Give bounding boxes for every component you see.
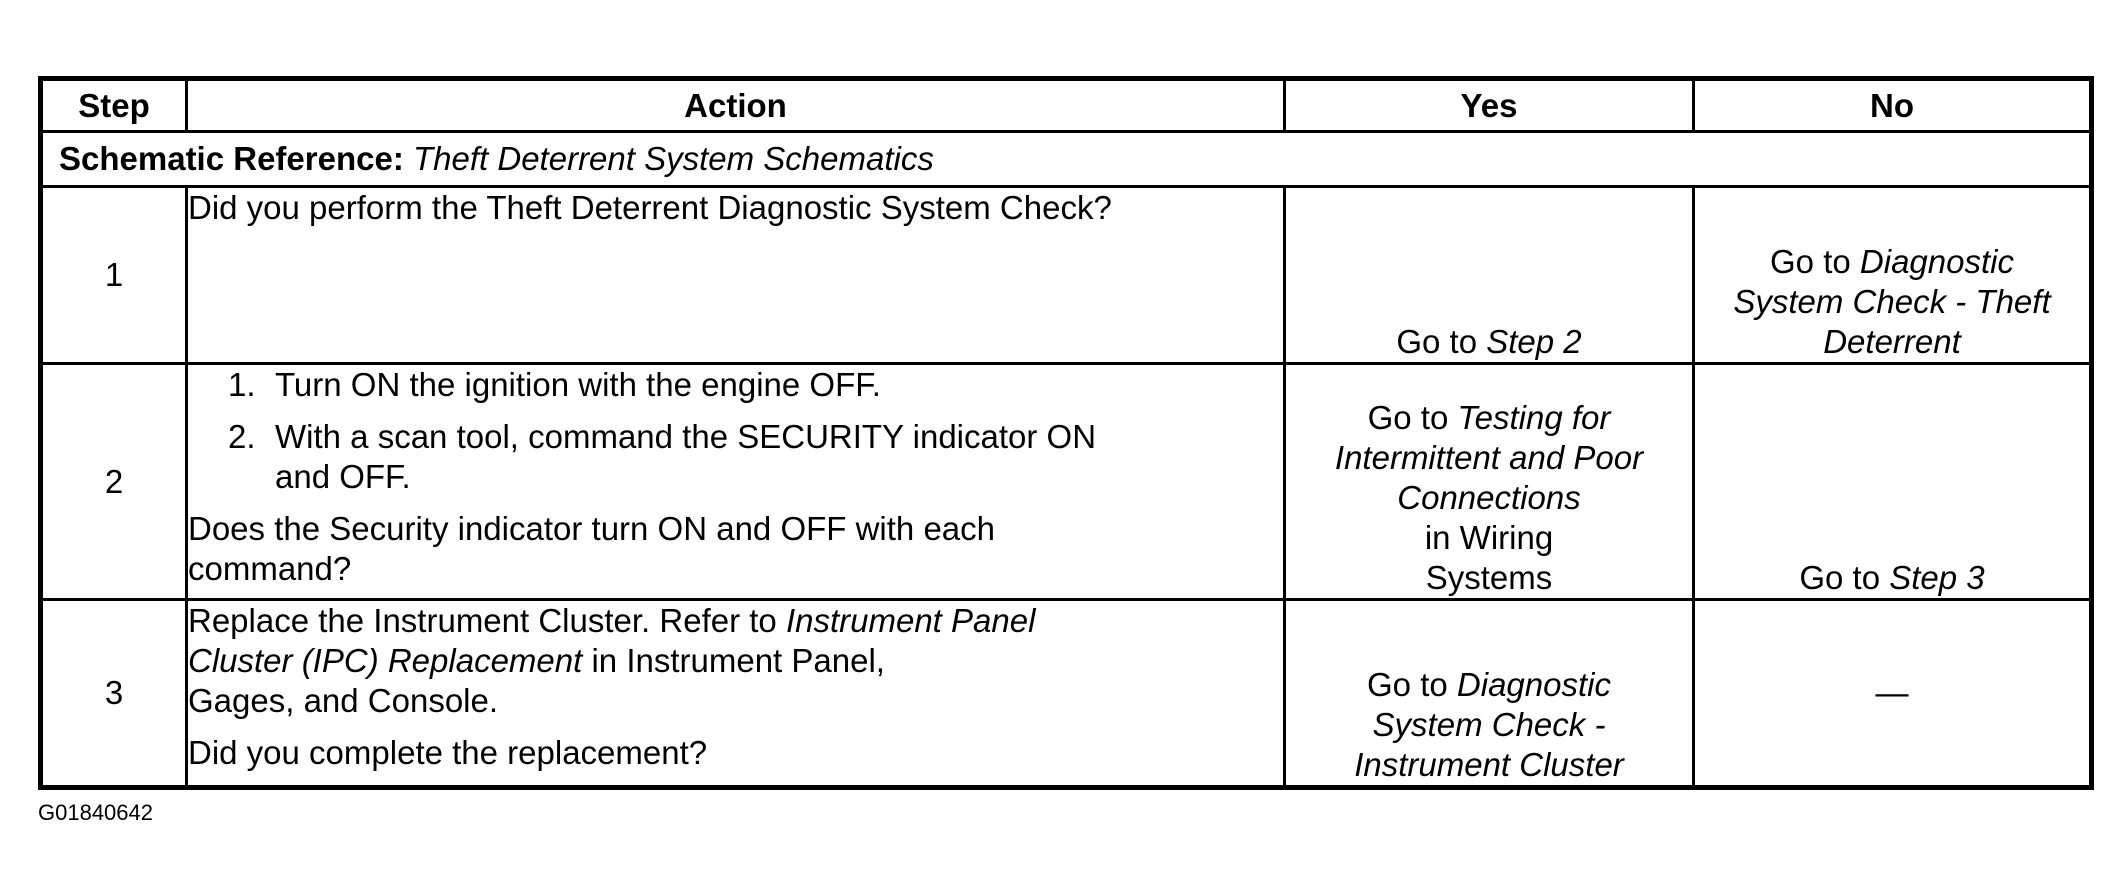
list-item-text: Turn ON the ignition with the engine OFF. xyxy=(275,366,881,403)
header-row xyxy=(41,79,2092,132)
no-dash: — xyxy=(1875,674,1909,711)
list-item-number: 2. xyxy=(228,418,256,455)
header-yes: Yes xyxy=(1285,79,1694,132)
table-row xyxy=(41,187,2092,364)
yes-link[interactable]: Step 2 xyxy=(1486,323,1582,360)
action-cell xyxy=(187,364,1285,600)
action-steps-list xyxy=(188,365,1283,497)
no-prefix: Go to xyxy=(1770,243,1860,280)
step-number: 1 xyxy=(41,187,187,364)
list-item-text-line: and OFF. xyxy=(275,458,411,495)
yes-prefix: Go to xyxy=(1396,323,1487,360)
yes-suffix-line: Systems xyxy=(1425,559,1553,596)
step-number: 3 xyxy=(41,600,187,788)
action-question: Did you complete the replacement? xyxy=(188,734,708,771)
yes-prefix: Go to xyxy=(1367,399,1458,436)
yes-prefix: Go to xyxy=(1367,666,1457,703)
action-text: in Instrument Panel, xyxy=(582,642,885,679)
no-cell xyxy=(1694,600,2092,788)
table-row xyxy=(41,600,2092,788)
yes-link-line: Testing for xyxy=(1457,399,1611,436)
yes-link-line: Instrument Cluster xyxy=(1354,746,1624,783)
yes-cell xyxy=(1285,600,1694,788)
schematic-reference-row xyxy=(41,132,2092,187)
action-question xyxy=(188,509,1283,589)
list-item-text xyxy=(275,417,1096,497)
action-text: Gages, and Console. xyxy=(188,682,499,719)
header-step: Step xyxy=(41,79,187,132)
no-prefix: Go to xyxy=(1799,559,1890,596)
no-link[interactable]: Step 3 xyxy=(1889,559,1985,596)
action-question-line: Does the Security indicator turn ON and OFF with each xyxy=(188,510,996,547)
yes-link-line: Diagnostic xyxy=(1456,666,1611,703)
list-item-number: 1. xyxy=(228,366,256,403)
header-no: No xyxy=(1694,79,2092,132)
diagnostic-table xyxy=(38,76,2094,790)
step-number: 2 xyxy=(41,364,187,600)
no-cell xyxy=(1694,187,2092,364)
action-instruction xyxy=(188,601,1283,721)
list-item xyxy=(228,417,1283,497)
yes-cell xyxy=(1285,364,1694,600)
header-action: Action xyxy=(187,79,1285,132)
no-link-line: Deterrent xyxy=(1823,323,1961,360)
action-reference-link[interactable]: Cluster (IPC) Replacement xyxy=(188,642,583,679)
action-question: Did you perform the Theft Deterrent Diagnostic System Check? xyxy=(188,189,1112,226)
schematic-reference-link[interactable]: Theft Deterrent System Schematics xyxy=(413,140,934,177)
no-link-line: Diagnostic xyxy=(1859,243,2014,280)
action-reference-link[interactable]: Instrument Panel xyxy=(785,602,1036,639)
schematic-reference-label: Schematic Reference: xyxy=(59,140,404,177)
schematic-reference xyxy=(41,132,2092,187)
table-row xyxy=(41,364,2092,600)
figure-id: G01840642 xyxy=(38,800,153,825)
no-link-line: System Check - Theft xyxy=(1733,283,2051,320)
yes-link-line: Connections xyxy=(1397,479,1581,516)
action-cell xyxy=(187,187,1285,364)
list-item xyxy=(228,365,1283,405)
list-item-text-line: With a scan tool, command the SECURITY indicator ON xyxy=(275,418,1097,455)
yes-cell xyxy=(1285,187,1694,364)
yes-suffix-line: in Wiring xyxy=(1424,519,1554,556)
no-cell xyxy=(1694,364,2092,600)
yes-link-line: System Check - xyxy=(1372,706,1606,743)
action-question-line: command? xyxy=(188,550,352,587)
action-text: Replace the Instrument Cluster. Refer to xyxy=(188,602,786,639)
yes-link-line: Intermittent and Poor xyxy=(1334,439,1644,476)
action-cell xyxy=(187,600,1285,788)
